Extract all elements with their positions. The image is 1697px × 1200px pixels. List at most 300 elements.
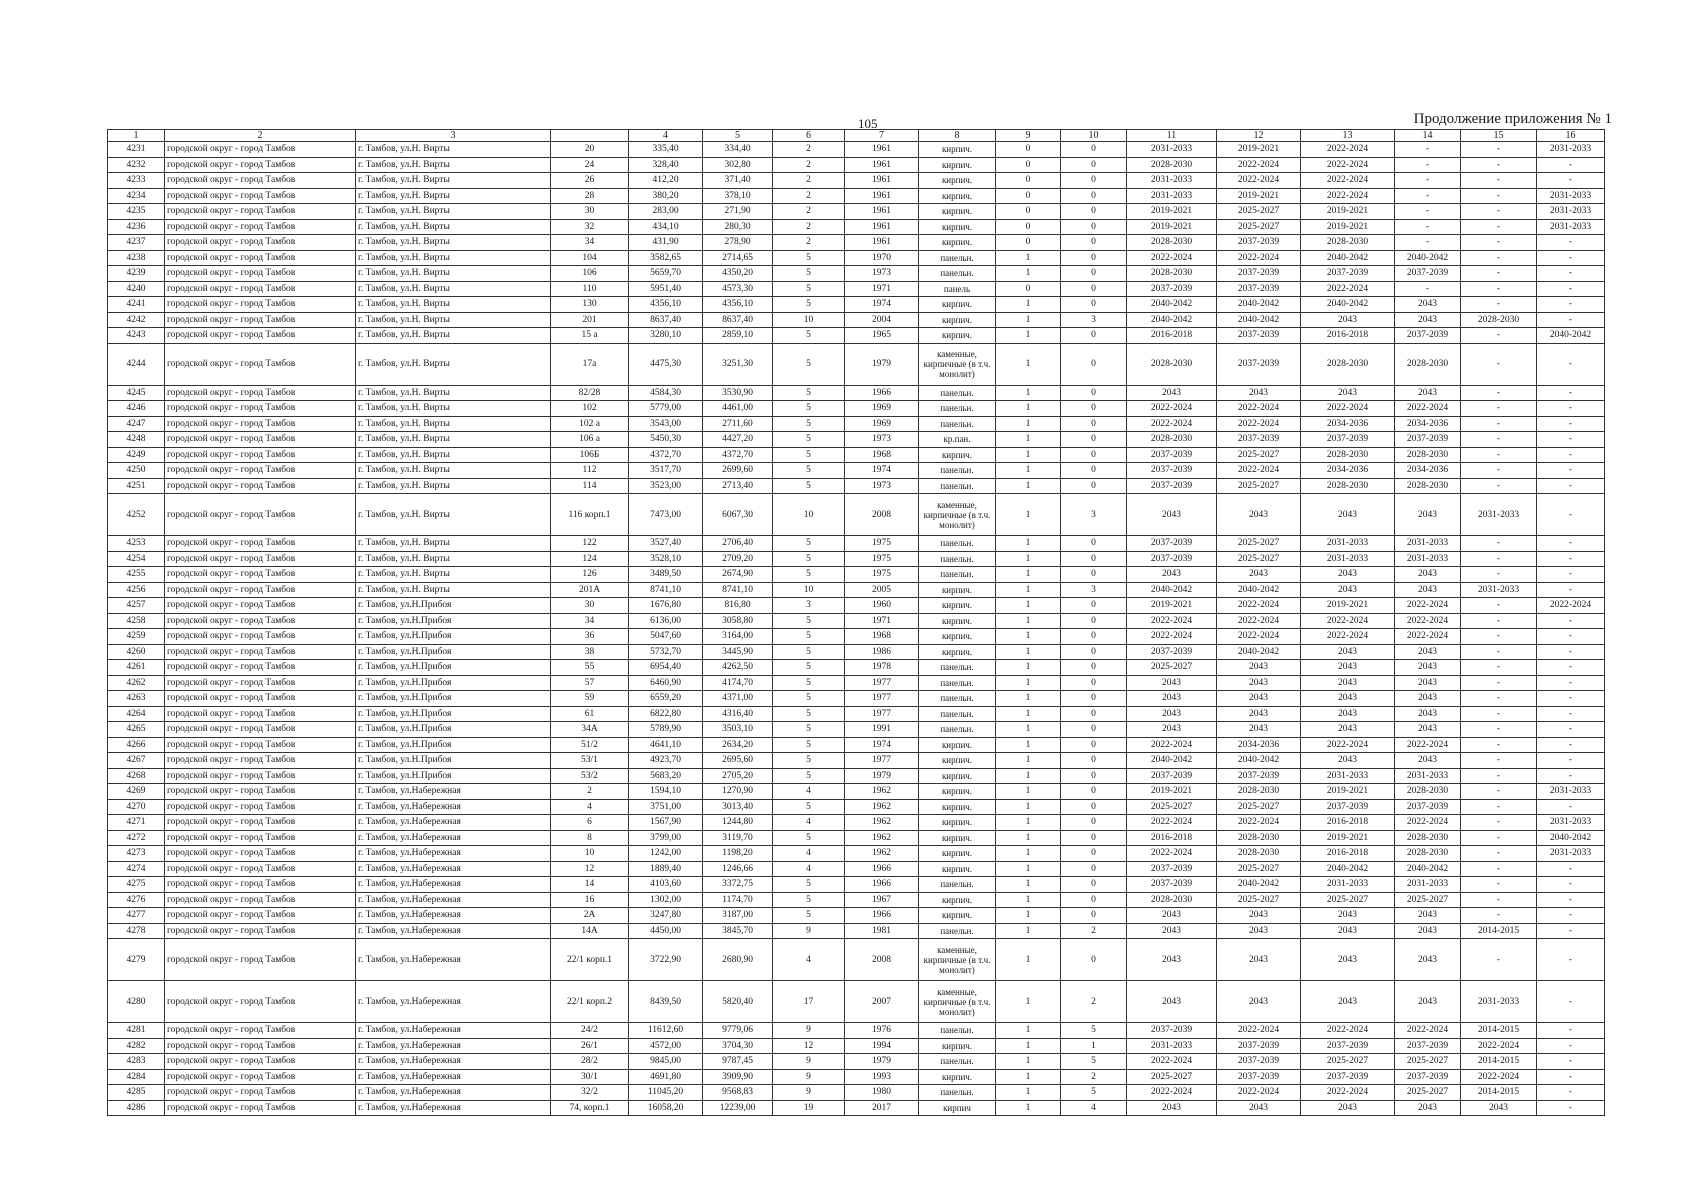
table-cell: 2043 xyxy=(1217,923,1301,939)
table-cell: 10 xyxy=(773,494,845,536)
table-cell: 5 xyxy=(1061,1054,1127,1070)
table-cell: 2037-2039 xyxy=(1395,1038,1461,1054)
table-cell: 0 xyxy=(1061,768,1127,784)
table-cell: панельн. xyxy=(919,722,996,738)
table-cell: 1962 xyxy=(845,784,919,800)
table-row xyxy=(108,1038,1605,1054)
column-header: 8 xyxy=(919,130,996,142)
table-cell: 4174,70 xyxy=(703,675,773,691)
table-cell: 2040-2042 xyxy=(1395,861,1461,877)
table-cell: 2028-2030 xyxy=(1127,892,1217,908)
table-cell: 1962 xyxy=(845,846,919,862)
table-cell: 112 xyxy=(551,463,629,479)
table-cell: 2025-2027 xyxy=(1301,892,1395,908)
table-cell: 2043 xyxy=(1395,644,1461,660)
column-header: 5 xyxy=(703,130,773,142)
table-cell: 2043 xyxy=(1301,981,1395,1023)
table-cell: 2019-2021 xyxy=(1217,188,1301,204)
table-cell: 1 xyxy=(996,551,1061,567)
table-cell: 2037-2039 xyxy=(1127,281,1217,297)
table-row xyxy=(108,923,1605,939)
table-cell: 1971 xyxy=(845,281,919,297)
table-cell: кирпич. xyxy=(919,188,996,204)
table-row xyxy=(108,157,1605,173)
table-cell: кирпич. xyxy=(919,768,996,784)
table-cell: 2037-2039 xyxy=(1395,266,1461,282)
table-cell: 2043 xyxy=(1301,691,1395,707)
table-cell: 0 xyxy=(996,142,1061,158)
table-cell: панельн. xyxy=(919,536,996,552)
table-cell: 2037-2039 xyxy=(1395,799,1461,815)
table-cell: 2022-2024 xyxy=(1127,401,1217,417)
table-cell: панельн. xyxy=(919,1054,996,1070)
table-row xyxy=(108,204,1605,220)
table-cell: 0 xyxy=(1061,235,1127,251)
table-cell: 30 xyxy=(551,204,629,220)
table-cell: городской округ - город Тамбов xyxy=(165,478,356,494)
table-cell: кирпич. xyxy=(919,235,996,251)
table-cell: - xyxy=(1461,691,1537,707)
table-cell: 0 xyxy=(996,235,1061,251)
table-row xyxy=(108,567,1605,583)
table-cell: 53/1 xyxy=(551,753,629,769)
table-cell: 3799,00 xyxy=(629,830,703,846)
table-cell: 3280,10 xyxy=(629,328,703,344)
table-cell: 2037-2039 xyxy=(1127,861,1217,877)
table-cell: 2043 xyxy=(1217,675,1301,691)
table-cell: 1975 xyxy=(845,567,919,583)
table-cell: 2706,40 xyxy=(703,536,773,552)
table-cell: 2040-2042 xyxy=(1537,328,1605,344)
table-row xyxy=(108,582,1605,598)
table-cell: 2674,90 xyxy=(703,567,773,583)
table-cell: 4254 xyxy=(108,551,165,567)
table-cell: 2031-2033 xyxy=(1537,219,1605,235)
table-cell: 0 xyxy=(1061,892,1127,908)
table-cell: 4279 xyxy=(108,939,165,981)
table-cell: 2037-2039 xyxy=(1301,799,1395,815)
table-cell: 17 xyxy=(773,981,845,1023)
table-cell: 2019-2021 xyxy=(1127,598,1217,614)
table-cell: 2711,60 xyxy=(703,416,773,432)
table-cell: 2025-2027 xyxy=(1127,1069,1217,1085)
table-cell: 1962 xyxy=(845,815,919,831)
table-cell: 1 xyxy=(996,401,1061,417)
table-cell: 2025-2027 xyxy=(1217,478,1301,494)
table-cell: г. Тамбов, ул.Н.Прибоя xyxy=(356,737,551,753)
table-cell: 2022-2024 xyxy=(1217,1023,1301,1039)
table-cell: 4573,30 xyxy=(703,281,773,297)
table-cell: 2031-2033 xyxy=(1537,784,1605,800)
table-cell: 3013,40 xyxy=(703,799,773,815)
table-cell: городской округ - город Тамбов xyxy=(165,691,356,707)
table-cell: 2043 xyxy=(1395,675,1461,691)
table-cell: 2037-2039 xyxy=(1217,1038,1301,1054)
table-cell: 2043 xyxy=(1461,1100,1537,1116)
table-cell: 0 xyxy=(1061,142,1127,158)
table-cell: 2022-2024 xyxy=(1217,401,1301,417)
table-cell: 5 xyxy=(773,416,845,432)
table-cell: 2040-2042 xyxy=(1301,861,1395,877)
table-cell: 3530,90 xyxy=(703,385,773,401)
table-cell: городской округ - город Тамбов xyxy=(165,432,356,448)
table-cell: городской округ - город Тамбов xyxy=(165,142,356,158)
table-cell: 2025-2027 xyxy=(1217,892,1301,908)
table-cell: - xyxy=(1461,768,1537,784)
table-cell: 1979 xyxy=(845,343,919,385)
table-cell: 2022-2024 xyxy=(1217,1085,1301,1101)
table-cell: 4103,60 xyxy=(629,877,703,893)
table-cell: 1977 xyxy=(845,753,919,769)
table-cell: 2034-2036 xyxy=(1395,416,1461,432)
table-cell: 3489,50 xyxy=(629,567,703,583)
table-cell: городской округ - город Тамбов xyxy=(165,188,356,204)
table-cell: городской округ - город Тамбов xyxy=(165,815,356,831)
table-cell: 3503,10 xyxy=(703,722,773,738)
table-cell: 0 xyxy=(1061,629,1127,645)
table-cell: 2019-2021 xyxy=(1301,830,1395,846)
table-cell: 2022-2024 xyxy=(1217,598,1301,614)
table-cell: городской округ - город Тамбов xyxy=(165,582,356,598)
table-cell: 0 xyxy=(1061,737,1127,753)
table-cell: г. Тамбов, ул.Н. Вирты xyxy=(356,157,551,173)
table-cell: г. Тамбов, ул.Н.Прибоя xyxy=(356,613,551,629)
table-cell: кирпич. xyxy=(919,846,996,862)
table-cell: г. Тамбов, ул.Н. Вирты xyxy=(356,494,551,536)
table-header-row xyxy=(108,130,1605,142)
table-cell: - xyxy=(1395,219,1461,235)
table-cell: - xyxy=(1395,188,1461,204)
table-cell: г. Тамбов, ул.Н. Вирты xyxy=(356,478,551,494)
table-cell: 4371,00 xyxy=(703,691,773,707)
table-cell: - xyxy=(1537,157,1605,173)
table-cell: 114 xyxy=(551,478,629,494)
table-row xyxy=(108,297,1605,313)
table-row xyxy=(108,846,1605,862)
table-cell: городской округ - город Тамбов xyxy=(165,768,356,784)
table-cell: - xyxy=(1537,416,1605,432)
table-cell: 4266 xyxy=(108,737,165,753)
table-cell: 1 xyxy=(996,266,1061,282)
table-row xyxy=(108,385,1605,401)
table-cell: 283,00 xyxy=(629,204,703,220)
table-cell: 2022-2024 xyxy=(1395,1023,1461,1039)
table-cell: 1980 xyxy=(845,1085,919,1101)
table-cell: 2037-2039 xyxy=(1217,343,1301,385)
table-cell: 1994 xyxy=(845,1038,919,1054)
table-cell: 1 xyxy=(996,737,1061,753)
table-cell: г. Тамбов, ул.Набережная xyxy=(356,877,551,893)
table-row xyxy=(108,830,1605,846)
table-cell: 2043 xyxy=(1395,567,1461,583)
table-cell: 1991 xyxy=(845,722,919,738)
table-cell: 2043 xyxy=(1301,908,1395,924)
table-cell: 1968 xyxy=(845,447,919,463)
table-cell: 4269 xyxy=(108,784,165,800)
table-cell: 1 xyxy=(996,613,1061,629)
table-cell: 2022-2024 xyxy=(1301,401,1395,417)
table-cell: 2043 xyxy=(1127,939,1217,981)
table-cell: 0 xyxy=(1061,644,1127,660)
table-cell: городской округ - город Тамбов xyxy=(165,598,356,614)
table-cell: 2713,40 xyxy=(703,478,773,494)
table-cell: - xyxy=(1461,706,1537,722)
table-cell: 1 xyxy=(996,629,1061,645)
table-cell: 2025-2027 xyxy=(1395,1054,1461,1070)
table-cell: 2022-2024 xyxy=(1217,815,1301,831)
table-cell: кирпич. xyxy=(919,908,996,924)
table-cell: 5 xyxy=(773,567,845,583)
table-cell: - xyxy=(1461,219,1537,235)
table-cell: 2025-2027 xyxy=(1217,536,1301,552)
table-cell: 4247 xyxy=(108,416,165,432)
table-cell: 4256 xyxy=(108,582,165,598)
table-cell: 2025-2027 xyxy=(1127,799,1217,815)
table-cell: 4283 xyxy=(108,1054,165,1070)
table-row xyxy=(108,768,1605,784)
table-cell: кирпич. xyxy=(919,297,996,313)
table-cell: 2040-2042 xyxy=(1537,830,1605,846)
table-cell: г. Тамбов, ул.Н. Вирты xyxy=(356,250,551,266)
table-cell: 0 xyxy=(1061,613,1127,629)
table-cell: 4427,20 xyxy=(703,432,773,448)
table-cell: 2043 xyxy=(1217,722,1301,738)
table-cell: г. Тамбов, ул.Набережная xyxy=(356,908,551,924)
column-header: 10 xyxy=(1061,130,1127,142)
table-row xyxy=(108,753,1605,769)
table-cell: 2043 xyxy=(1301,939,1395,981)
table-cell: 2005 xyxy=(845,582,919,598)
table-cell: кр.пан. xyxy=(919,432,996,448)
table-cell: городской округ - город Тамбов xyxy=(165,830,356,846)
table-cell: - xyxy=(1461,478,1537,494)
table-cell: 2043 xyxy=(1301,1100,1395,1116)
table-cell: 8 xyxy=(551,830,629,846)
table-cell: 5 xyxy=(773,250,845,266)
table-cell: 2037-2039 xyxy=(1217,432,1301,448)
table-cell: городской округ - город Тамбов xyxy=(165,1100,356,1116)
table-cell: - xyxy=(1461,447,1537,463)
table-cell: городской округ - город Тамбов xyxy=(165,250,356,266)
table-cell: 1 xyxy=(996,1085,1061,1101)
table-cell: - xyxy=(1461,157,1537,173)
table-cell: кирпич. xyxy=(919,598,996,614)
table-cell: 2680,90 xyxy=(703,939,773,981)
table-cell: 4245 xyxy=(108,385,165,401)
table-cell: 4923,70 xyxy=(629,753,703,769)
table-cell: городской округ - город Тамбов xyxy=(165,219,356,235)
table-cell: 2037-2039 xyxy=(1217,1054,1301,1070)
table-cell: 4572,00 xyxy=(629,1038,703,1054)
table-cell: 1 xyxy=(996,799,1061,815)
table-cell: 280,30 xyxy=(703,219,773,235)
table-cell: 1961 xyxy=(845,173,919,189)
table-cell: г. Тамбов, ул.Набережная xyxy=(356,815,551,831)
table-cell: 2043 xyxy=(1127,691,1217,707)
table-cell: 2025-2027 xyxy=(1217,551,1301,567)
table-cell: панельн. xyxy=(919,401,996,417)
table-cell: панельн. xyxy=(919,706,996,722)
table-cell: панельн. xyxy=(919,1023,996,1039)
table-row xyxy=(108,173,1605,189)
table-cell: 2022-2024 xyxy=(1217,629,1301,645)
housing-table-body xyxy=(108,130,1605,1116)
table-cell: 2019-2021 xyxy=(1301,784,1395,800)
table-cell: - xyxy=(1537,536,1605,552)
table-cell: 82/28 xyxy=(551,385,629,401)
table-cell: 4 xyxy=(773,861,845,877)
table-cell: кирпич. xyxy=(919,204,996,220)
table-row xyxy=(108,494,1605,536)
table-cell: г. Тамбов, ул.Набережная xyxy=(356,861,551,877)
table-cell: 2031-2033 xyxy=(1127,173,1217,189)
table-cell: 10 xyxy=(773,582,845,598)
table-cell: 4263 xyxy=(108,691,165,707)
table-cell: 0 xyxy=(1061,157,1127,173)
table-row xyxy=(108,250,1605,266)
table-cell: 412,20 xyxy=(629,173,703,189)
table-cell: 4272 xyxy=(108,830,165,846)
table-cell: 2040-2042 xyxy=(1301,250,1395,266)
table-cell: 2043 xyxy=(1395,722,1461,738)
table-cell: - xyxy=(1537,706,1605,722)
table-cell: 2043 xyxy=(1395,494,1461,536)
table-cell: 1974 xyxy=(845,737,919,753)
table-cell: 201А xyxy=(551,582,629,598)
table-cell: городской округ - город Тамбов xyxy=(165,494,356,536)
table-row xyxy=(108,343,1605,385)
table-cell: 2 xyxy=(773,157,845,173)
table-cell: 431,90 xyxy=(629,235,703,251)
table-cell: 6 xyxy=(551,815,629,831)
table-cell: 4262 xyxy=(108,675,165,691)
table-cell: 12 xyxy=(551,861,629,877)
table-cell: 4276 xyxy=(108,892,165,908)
table-cell: - xyxy=(1461,784,1537,800)
table-cell: 0 xyxy=(1061,478,1127,494)
table-row xyxy=(108,266,1605,282)
table-cell: 61 xyxy=(551,706,629,722)
table-cell: - xyxy=(1537,385,1605,401)
table-cell: - xyxy=(1537,1069,1605,1085)
column-header: 7 xyxy=(845,130,919,142)
table-cell: 0 xyxy=(1061,846,1127,862)
table-cell: 2028-2030 xyxy=(1395,846,1461,862)
table-cell: 2025-2027 xyxy=(1127,660,1217,676)
table-cell: 2043 xyxy=(1301,722,1395,738)
table-cell: 2031-2033 xyxy=(1537,142,1605,158)
table-cell: 0 xyxy=(1061,551,1127,567)
table-cell: 1 xyxy=(996,691,1061,707)
table-cell: 0 xyxy=(1061,799,1127,815)
table-cell: 5 xyxy=(773,328,845,344)
table-cell: городской округ - город Тамбов xyxy=(165,613,356,629)
table-cell: 5 xyxy=(773,877,845,893)
table-cell: - xyxy=(1461,463,1537,479)
table-cell: 5 xyxy=(773,266,845,282)
table-cell: - xyxy=(1537,722,1605,738)
table-cell: городской округ - город Тамбов xyxy=(165,706,356,722)
table-cell: 4461,00 xyxy=(703,401,773,417)
table-cell: 5 xyxy=(773,691,845,707)
table-cell: 2043 xyxy=(1301,582,1395,598)
table-cell: 2022-2024 xyxy=(1217,613,1301,629)
table-cell: 2019-2021 xyxy=(1217,142,1301,158)
table-cell: 1961 xyxy=(845,204,919,220)
table-cell: - xyxy=(1461,830,1537,846)
table-cell: 4231 xyxy=(108,142,165,158)
table-cell: 2709,20 xyxy=(703,551,773,567)
table-cell: 5 xyxy=(773,660,845,676)
table-cell: - xyxy=(1461,722,1537,738)
table-cell: 816,80 xyxy=(703,598,773,614)
table-cell: 2022-2024 xyxy=(1301,613,1395,629)
table-cell: г. Тамбов, ул.Набережная xyxy=(356,784,551,800)
column-header: 9 xyxy=(996,130,1061,142)
table-cell: 4475,30 xyxy=(629,343,703,385)
column-header: 3 xyxy=(356,130,551,142)
table-cell: г. Тамбов, ул.Н.Прибоя xyxy=(356,768,551,784)
table-cell: 5 xyxy=(773,644,845,660)
table-cell: - xyxy=(1537,981,1605,1023)
table-cell: г. Тамбов, ул.Набережная xyxy=(356,939,551,981)
table-cell: 1960 xyxy=(845,598,919,614)
table-row xyxy=(108,1100,1605,1116)
table-cell: 1977 xyxy=(845,675,919,691)
table-cell: - xyxy=(1537,1054,1605,1070)
table-cell: 0 xyxy=(996,157,1061,173)
table-cell: 9 xyxy=(773,1085,845,1101)
table-cell: 3 xyxy=(773,598,845,614)
table-cell: 0 xyxy=(996,188,1061,204)
table-cell: 9 xyxy=(773,1023,845,1039)
table-cell: 130 xyxy=(551,297,629,313)
table-cell: 1 xyxy=(996,722,1061,738)
table-cell: 2043 xyxy=(1301,660,1395,676)
table-cell: 4253 xyxy=(108,536,165,552)
table-cell: - xyxy=(1461,235,1537,251)
table-cell: городской округ - город Тамбов xyxy=(165,737,356,753)
table-cell: 3751,00 xyxy=(629,799,703,815)
table-cell: 4249 xyxy=(108,447,165,463)
table-cell: кирпич. xyxy=(919,328,996,344)
table-cell: - xyxy=(1395,157,1461,173)
table-cell: 5 xyxy=(773,706,845,722)
table-cell: - xyxy=(1461,343,1537,385)
table-cell: 4235 xyxy=(108,204,165,220)
table-cell: 2022-2024 xyxy=(1301,1085,1395,1101)
table-cell: 1 xyxy=(996,1069,1061,1085)
table-cell: 2031-2033 xyxy=(1461,582,1537,598)
table-cell: 4244 xyxy=(108,343,165,385)
table-cell: 11045,20 xyxy=(629,1085,703,1101)
table-cell: 3119,70 xyxy=(703,830,773,846)
table-cell: панельн. xyxy=(919,1085,996,1101)
table-cell: 1 xyxy=(996,416,1061,432)
table-cell: г. Тамбов, ул.Н. Вирты xyxy=(356,235,551,251)
table-cell: - xyxy=(1537,432,1605,448)
table-cell: 2040-2042 xyxy=(1127,753,1217,769)
table-cell: - xyxy=(1537,861,1605,877)
table-cell: 4284 xyxy=(108,1069,165,1085)
table-cell: 1978 xyxy=(845,660,919,676)
table-cell: г. Тамбов, ул.Н. Вирты xyxy=(356,281,551,297)
table-cell: 2043 xyxy=(1217,660,1301,676)
table-cell: 3372,75 xyxy=(703,877,773,893)
table-cell: 2019-2021 xyxy=(1301,598,1395,614)
table-cell: 271,90 xyxy=(703,204,773,220)
table-cell: кирпич. xyxy=(919,629,996,645)
